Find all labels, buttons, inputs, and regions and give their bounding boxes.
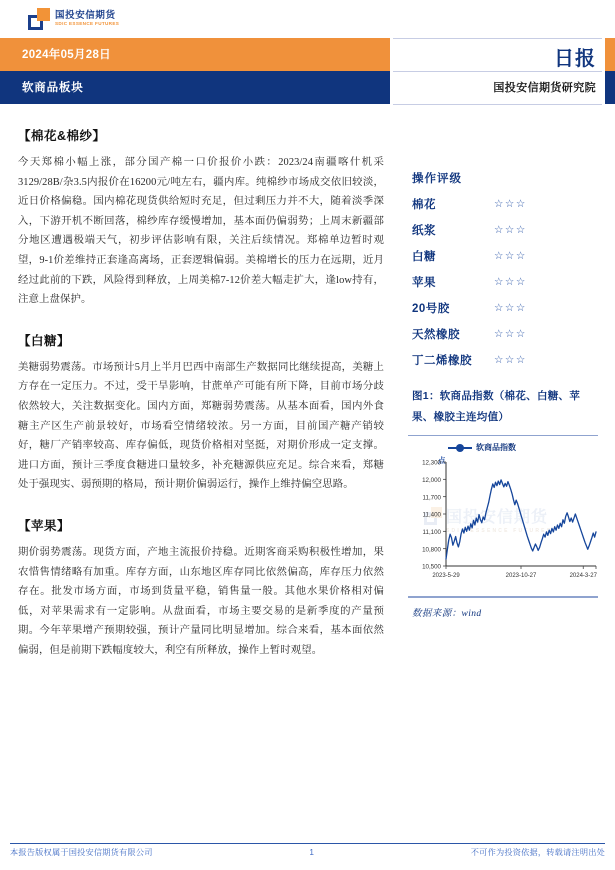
svg-text:11,100: 11,100 (422, 529, 441, 537)
rating-row-butadiene-rubber (412, 352, 603, 368)
section-title: 【棉花&棉纱】 (18, 129, 106, 143)
svg-text:2024-3-27: 2024-3-27 (569, 573, 597, 580)
section-title: 【苹果】 (18, 518, 71, 533)
section-sugar (18, 331, 384, 495)
rating-row-cotton (412, 196, 603, 212)
legend-label: 软商品指数 (476, 443, 516, 453)
section-title: 【白糖】 (18, 333, 71, 348)
svg-text:12,300: 12,300 (422, 459, 441, 467)
rating-row-nr20 (412, 300, 603, 316)
header-logo-row (0, 0, 615, 38)
legend-marker-icon (448, 443, 472, 452)
rating-row-apple (412, 274, 603, 290)
rating-label: 纸浆 (412, 225, 436, 237)
chart-bottom-divider (408, 596, 598, 597)
figure-caption: 图1：软商品指数（棉花、白糖、苹果、橡胶主连均值） (412, 390, 581, 423)
footer-copyright: 本报告版权属于国投安信期货有限公司 (10, 848, 153, 857)
data-source-note: 数据来源：wind (412, 608, 482, 619)
rating-stars: ☆☆☆ (494, 198, 527, 210)
svg-text:10,800: 10,800 (422, 546, 441, 554)
svg-text:12,000: 12,000 (422, 477, 441, 485)
sector-banner-right-cap (605, 71, 615, 104)
rating-stars: ☆☆☆ (494, 250, 527, 262)
date-banner-right-cap (605, 38, 615, 71)
article-column (18, 126, 384, 660)
logo-english-name: SDIC ESSENCE FUTURES (55, 21, 120, 27)
y-axis-unit-label: 点 (438, 456, 446, 466)
footer-disclaimer: 不可作为投资依据，转载请注明出处 (470, 848, 605, 857)
logo-text (55, 11, 119, 27)
rating-label: 白糖 (412, 251, 436, 263)
rating-stars: ☆☆☆ (494, 302, 527, 314)
rating-row-natural-rubber (412, 326, 603, 342)
svg-text:10,500: 10,500 (422, 563, 441, 571)
rating-label: 天然橡胶 (412, 329, 460, 341)
sidebar (398, 170, 603, 619)
report-date: 2024年05月28日 (22, 49, 111, 61)
rating-row-pulp (412, 222, 603, 238)
watermark-text: 国投安信期货 (446, 509, 549, 527)
rating-stars: ☆☆☆ (494, 328, 527, 340)
rating-label: 20号胶 (412, 303, 450, 315)
rating-stars: ☆☆☆ (494, 354, 527, 366)
company-logo (28, 8, 119, 30)
rating-label: 苹果 (412, 277, 436, 289)
svg-text:11,400: 11,400 (422, 511, 441, 519)
svg-text:11,700: 11,700 (422, 494, 441, 502)
chart-legend (448, 442, 516, 453)
soft-commodity-index-chart (406, 442, 602, 594)
footer-page-number: 1 (309, 848, 315, 857)
section-body: 今天郑棉小幅上涨，部分国产棉一口价报价小跌：2023/24南疆喀什机采3129/28B/杂3.5内报价在16200元/吨左右，疆内库。纯棉纱市场成交依旧较淡，近日价格偏稳。国内棉花现货供给短时充足，但过剩压力并不大，随着淡季深入，下游开机不断回落，棉纱库存缓慢增加，基本面仍偏弱势；上周末新疆部分地区遭遇极端天气，初步评估影响有限，关注后续情况。郑棉单边暂时观望，9-1价差维持正套逢高离场，正套逻辑偏弱。美棉增长的压力在远期，近月经过此前的下跌，风险得到释放，上周美棉7-12价差大幅走扩大，逢low持有，注意上盘保护。 (18, 157, 384, 306)
report-type: 日报 (554, 48, 596, 70)
svg-text:2023-5-29: 2023-5-29 (432, 573, 460, 580)
rating-label: 丁二烯橡胶 (412, 355, 472, 367)
header-rule-middle (393, 71, 602, 72)
section-body: 美糖弱势震荡。市场预计5月上半月巴西中南部生产数据同比继续提高，美糖上方存在一定压力。不过，受干旱影响，甘蔗单产可能有所下降，目前市场分歧依然较大，关注数据变化。国内方面，郑糖弱势震荡。从基本面看，国内外食糖主产区生产前景较好，市场看空情绪较浓。另一方面，目前国产糖产销较好，糖厂产销率较高、库存偏低，现货价格相对坚挺，对期价形成一定支撑。进口方面，预计三季度食糖进口量较多，补充糖源供应充足。综合来看，郑糖处于强现实、弱预期的格局，预计期价偏弱运行，操作上维持偏空思路。 (18, 361, 384, 491)
rating-stars: ☆☆☆ (494, 224, 527, 236)
svg-text:2023-10-27: 2023-10-27 (505, 573, 537, 580)
report-sector: 软商品板块 (22, 82, 84, 94)
footer-divider (10, 843, 605, 844)
chart-plot-area (406, 456, 602, 592)
logo-mark-icon (28, 8, 50, 30)
watermark-subtext: SDIC ESSENCE FUTURES (446, 528, 553, 535)
rating-table-title: 操作评级 (412, 173, 462, 185)
figure-caption-divider (408, 435, 598, 436)
rating-row-sugar (412, 248, 603, 264)
header-rule-top (393, 38, 602, 39)
rating-stars: ☆☆☆ (494, 276, 527, 288)
header-right-panel (393, 38, 602, 104)
header-banner (0, 38, 615, 104)
section-cotton (18, 126, 384, 310)
footer (10, 847, 605, 858)
logo-chinese-name: 国投安信期货 (55, 10, 116, 22)
section-apple (18, 516, 384, 661)
header-rule-bottom (393, 104, 602, 105)
section-body: 期价弱势震荡。现货方面，产地主流报价持稳。近期客商采购积极性增加，果农惜售情绪略有加重。库存方面，山东地区库存同比依然偏高，库存压力依然存在。批发市场方面，市场到货量平稳，销售量一般。其他水果价格相对偏低，对苹果需求有一定影响。从盘面看，市场主要交易的是新季度的产量预期。今年苹果增产预期较强，预计产量同比明显增加。综合来看，基本面依然偏弱，但是前期下跌幅度较大，利空有所释放，操作上暂时观望。 (18, 546, 384, 656)
rating-label: 棉花 (412, 199, 436, 211)
research-institute: 国投安信期货研究院 (493, 82, 596, 94)
